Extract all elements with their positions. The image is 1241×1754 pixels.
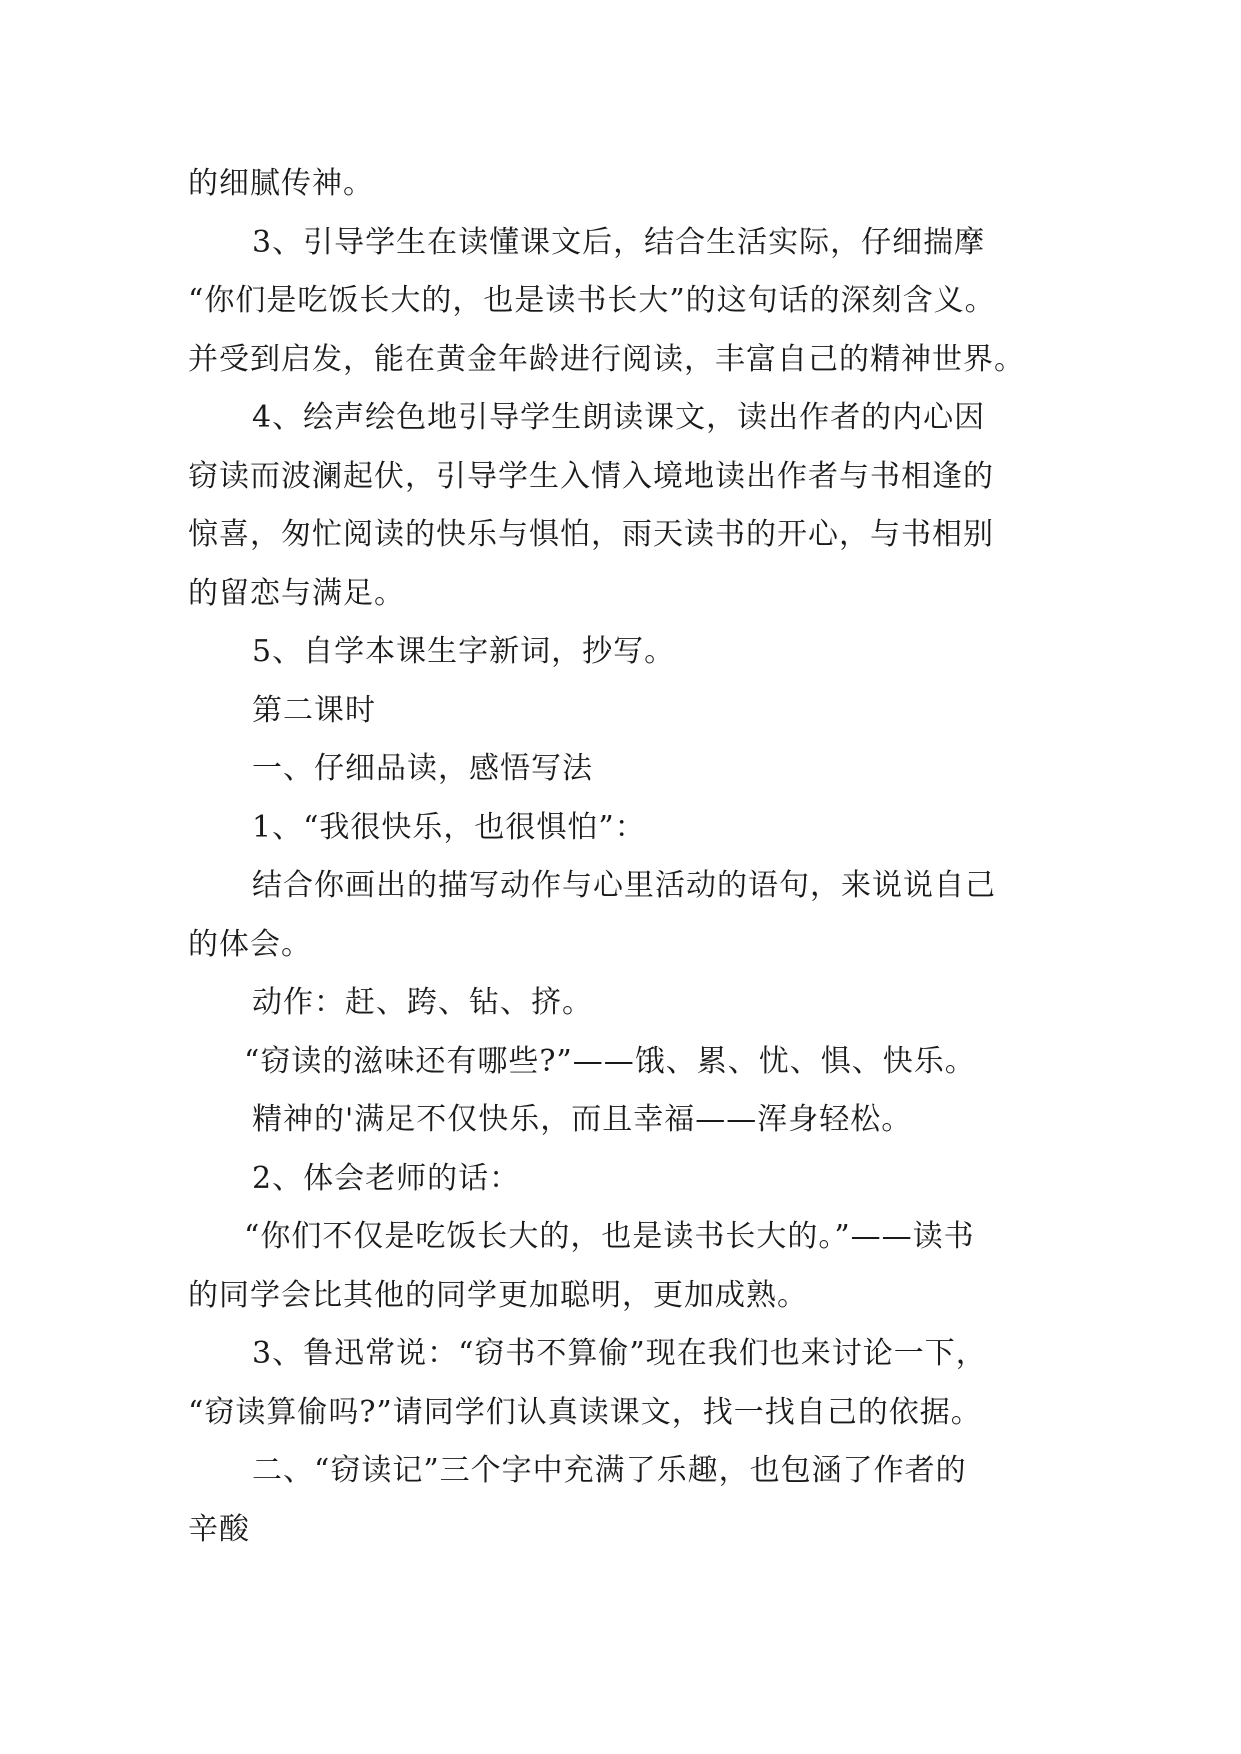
- text-line: 窃读而波澜起伏，引导学生入情入境地读出作者与书相逢的: [188, 458, 994, 494]
- text-line: 动作：赶、跨、钻、挤。: [252, 985, 593, 1020]
- text-line: 的体会。: [188, 926, 312, 962]
- section-heading: 第二课时: [252, 692, 376, 728]
- document-body: [188, 155, 1068, 1559]
- subsection-heading: 一、仔细品读，感悟写法: [252, 751, 593, 786]
- text-line: 5、自学本课生字新词，抄写。: [252, 634, 676, 669]
- text-line: 2、体会老师的话：: [252, 1160, 521, 1196]
- text-line: 1、“我很快乐，也很惧怕”：: [252, 809, 646, 845]
- text-line: 并受到启发，能在黄金年龄进行阅读，丰富自己的精神世界。: [188, 341, 1025, 377]
- text-line: 的细腻传神。: [188, 166, 374, 201]
- text-line: 的留恋与满足。: [188, 575, 405, 611]
- text-line: 辛酸: [188, 1511, 250, 1547]
- text-line: 3、鲁迅常说：“窃书不算偷”现在我们也来讨论一下，: [252, 1336, 987, 1371]
- text-line: 4、绘声绘色地引导学生朗读课文，读出作者的内心因: [252, 400, 986, 435]
- text-line: 惊喜，匆忙阅读的快乐与惧怕，雨天读书的开心，与书相别: [188, 517, 994, 552]
- text-line: “窃读算偷吗?”请同学们认真读课文，找一找自己的依据。: [188, 1394, 982, 1430]
- text-line: “你们不仅是吃饭长大的，也是读书长大的。”——读书: [244, 1219, 975, 1254]
- text-line: 3、引导学生在读懂课文后，结合生活实际，仔细揣摩: [252, 224, 986, 260]
- text-line: 的同学会比其他的同学更加聪明，更加成熟。: [188, 1277, 808, 1313]
- text-line: “你们是吃饭长大的，也是读书长大”的这句话的深刻含义。: [188, 283, 996, 318]
- text-line: 结合你画出的描写动作与心里活动的语句，来说说自己: [252, 868, 996, 903]
- text-line: “窃读的滋味还有哪些?”——饿、累、忧、惧、快乐。: [244, 1043, 976, 1079]
- text-line: 精神的'满足不仅快乐，而且幸福——浑身轻松。: [252, 1102, 913, 1137]
- subsection-heading: 二、“窃读记”三个字中充满了乐趣，也包涵了作者的: [252, 1453, 967, 1488]
